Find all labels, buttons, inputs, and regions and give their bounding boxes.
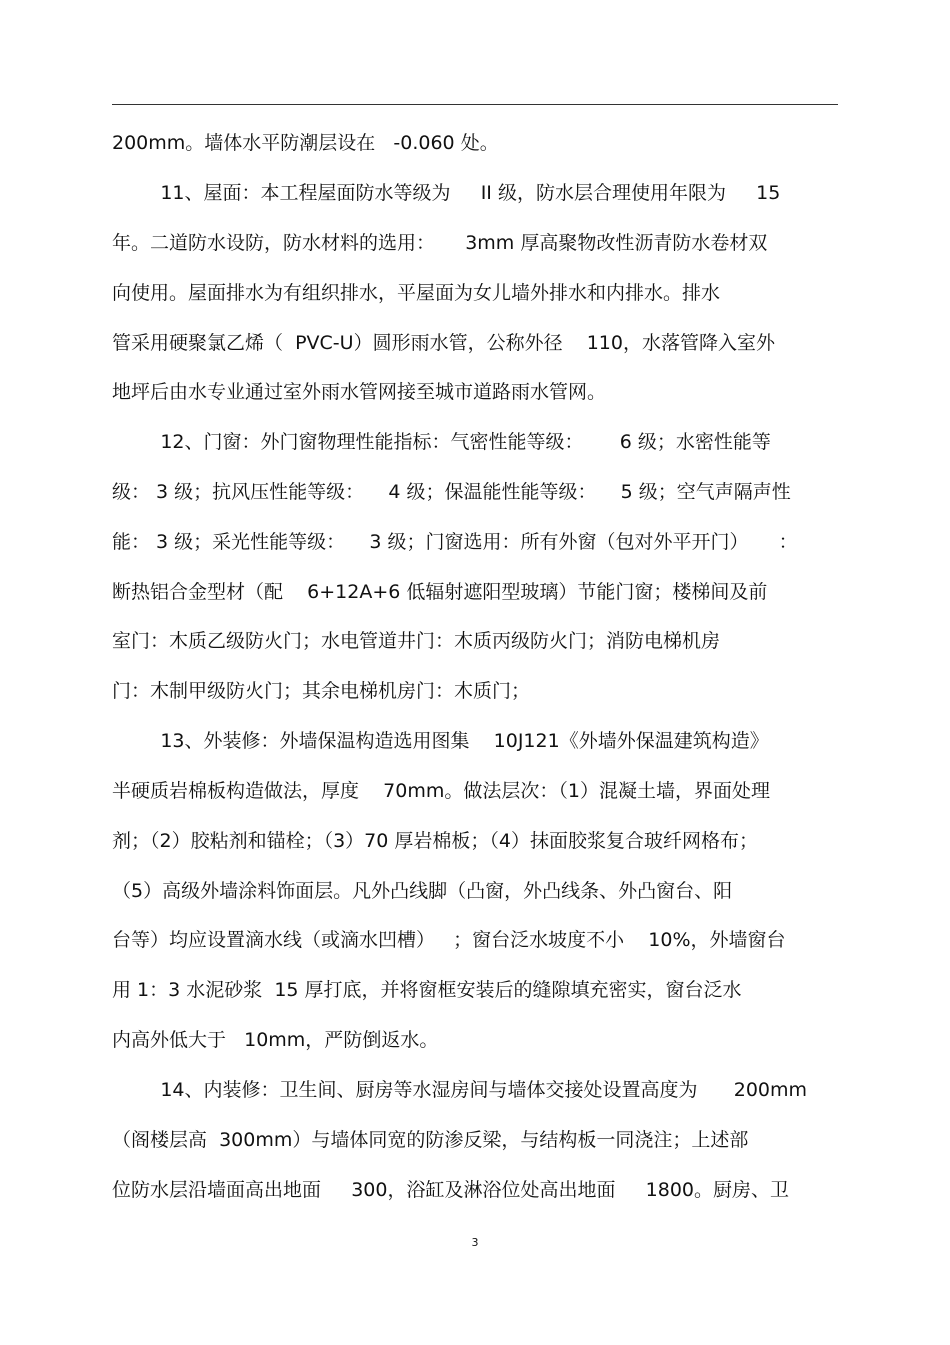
text-line: 管采用硬聚氯乙烯（ PVC-U）圆形雨水管，公称外径 110，水落管降入室外 [112, 332, 775, 354]
text-line: 年。二道防水设防，防水材料的选用： 3mm 厚高聚物改性沥青防水卷材双 [112, 232, 768, 254]
text-line: 地坪后由水专业通过室外雨水管网接至城市道路雨水管网。 [112, 381, 607, 403]
page-number: 3 [471, 1236, 479, 1249]
header-rule [112, 104, 838, 105]
text-line: 位防水层沿墙面高出地面 300，浴缸及淋浴位处高出地面 1800。厨房、卫 [112, 1179, 790, 1201]
text-line: 14、内装修：卫生间、厨房等水湿房间与墙体交接处设置高度为 200mm [112, 1079, 808, 1101]
text-line: 室门：木质乙级防火门；水电管道井门：木质丙级防火门；消防电梯机房 [112, 630, 721, 652]
text-line: 能： 3 级；采光性能等级： 3 级；门窗选用：所有外窗（包对外平开门） ： [112, 531, 798, 553]
text-line: 11、屋面：本工程屋面防水等级为 II 级，防水层合理使用年限为 15 [112, 182, 781, 204]
text-line: 断热铝合金型材（配 6+12A+6 低辐射遮阳型玻璃）节能门窗；楼梯间及前 [112, 581, 768, 603]
text-line: 半硬质岩棉板构造做法，厚度 70mm。做法层次：（1）混凝土墙，界面处理 [112, 780, 770, 802]
text-line: （5）高级外墙涂料饰面层。凡外凸线脚（凸窗，外凸线条、外凸窗台、阳 [112, 880, 733, 902]
text-line: 13、外装修：外墙保温构造选用图集 10J121《外墙外保温建筑构造》 [112, 730, 769, 752]
text-line: 用 1：3 水泥砂浆 15 厚打底，并将窗框安装后的缝隙填充密实，窗台泛水 [112, 979, 742, 1001]
text-line: 台等）均应设置滴水线（或滴水凹槽） ；窗台泛水坡度不小 10%，外墙窗台 [112, 929, 786, 951]
text-line: 内高外低大于 10mm，严防倒返水。 [112, 1029, 439, 1051]
text-line: 200mm。墙体水平防潮层设在 -0.060 处。 [112, 132, 499, 154]
text-line: 门：木制甲级防火门；其余电梯机房门：木质门； [112, 680, 531, 702]
text-line: 级： 3 级；抗风压性能等级： 4 级；保温能性能等级： 5 级；空气声隔声性 [112, 481, 791, 503]
text-line: 向使用。屋面排水为有组织排水，平屋面为女儿墙外排水和内排水。排水 [112, 282, 721, 304]
text-line: （阁楼层高 300mm）与墙体同宽的防渗反梁，与结构板一同浇注；上述部 [112, 1129, 749, 1151]
text-line: 剂；（2）胶粘剂和锚栓；（3）70 厚岩棉板；（4）抹面胶浆复合玻纤网格布； [112, 830, 758, 852]
text-line: 12、门窗：外门窗物理性能指标：气密性能等级： 6 级；水密性能等 [112, 431, 771, 453]
